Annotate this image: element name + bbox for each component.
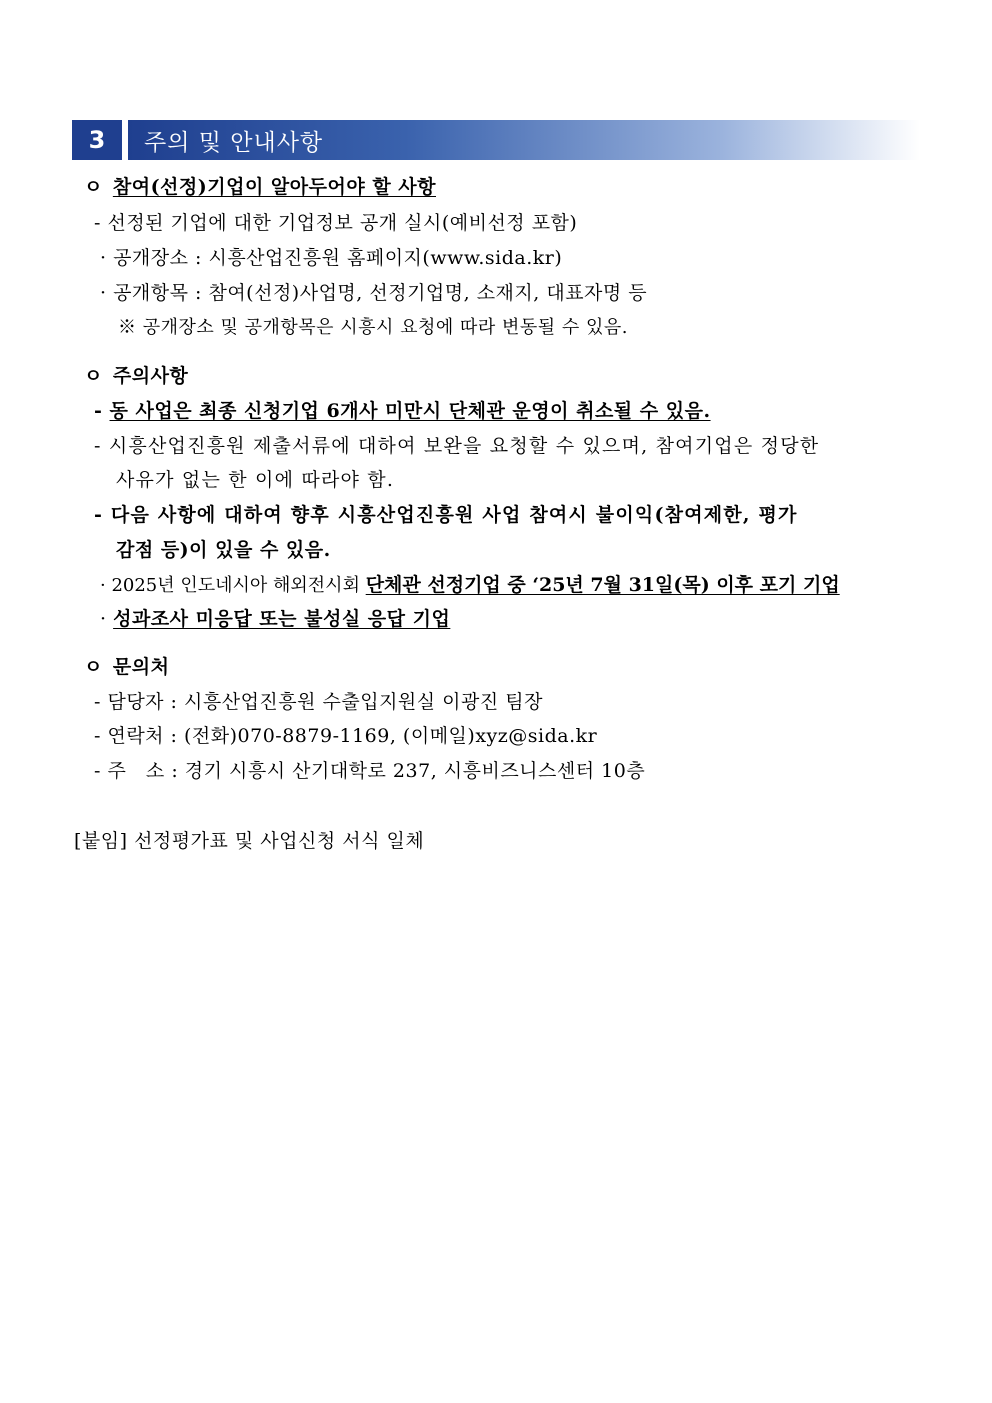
dash: - [94,400,110,422]
s3-line-3: - 주 소 : 경기 시흥시 산기대학로 237, 시흥비즈니스센터 10층 [94,760,646,782]
circle-bullet-icon: ㅇ [84,176,103,198]
s3-line-2: - 연락처 : (전화)070-8879-1169, (이메일)xyz@sida.kr [94,725,598,747]
s2-heading-line [84,361,188,388]
s3-heading: 문의처 [112,656,170,678]
s2-heading: 주의사항 [112,365,189,387]
s2-line-3b: 감점 등)이 있을 수 있음. [116,539,331,561]
section-header [72,120,920,160]
s2-line-2b: 사유가 없는 한 이에 따라야 함. [116,469,395,491]
s2-line-1 [94,396,711,423]
s2-line-1-text: 동 사업은 최종 신청기업 6개사 미만시 단체관 운영이 취소될 수 있음. [109,400,711,422]
s2-line-5-emph: 성과조사 미응답 또는 불성실 응답 기업 [113,608,451,630]
s2-line-3: - 다음 사항에 대하여 향후 시흥산업진흥원 사업 참여시 불이익(참여제한, 평가 [94,504,798,526]
attachment-note: [붙임] 선정평가표 및 사업신청 서식 일체 [74,830,425,852]
s3-line-1: - 담당자 : 시흥산업진흥원 수출입지원실 이광진 팀장 [94,691,543,713]
s2-line-5-prefix: · [100,608,114,630]
s1-line-2: · 공개장소 : 시흥산업진흥원 홈페이지(www.sida.kr) [100,247,563,269]
s1-line-3: · 공개항목 : 참여(선정)사업명, 선정기업명, 소재지, 대표자명 등 [100,282,648,304]
s1-note: ※ 공개장소 및 공개항목은 시흥시 요청에 따라 변동될 수 있음. [118,317,629,338]
s2-line-4-emph: 단체관 선정기업 중 ‘25년 7월 31일(목) 이후 포기 기업 [365,574,840,596]
s2-line-4-prefix: · 2025년 인도네시아 해외전시회 [100,575,366,596]
section-title: 주의 및 안내사항 [128,120,920,160]
s1-heading: 참여(선정)기업이 알아두어야 할 사항 [112,176,436,198]
s3-heading-line [84,652,169,679]
circle-bullet-icon: ㅇ [84,656,103,678]
s1-line-1: - 선정된 기업에 대한 기업정보 공개 실시(예비선정 포함) [94,212,578,234]
circle-bullet-icon: ㅇ [84,365,103,387]
s2-line-5 [100,604,450,631]
s1-heading-line [84,172,436,199]
section-number: 3 [72,120,122,160]
s2-line-2: - 시흥산업진흥원 제출서류에 대하여 보완을 요청할 수 있으며, 참여기업은 정당한 [94,435,820,457]
s2-line-4 [100,570,840,597]
